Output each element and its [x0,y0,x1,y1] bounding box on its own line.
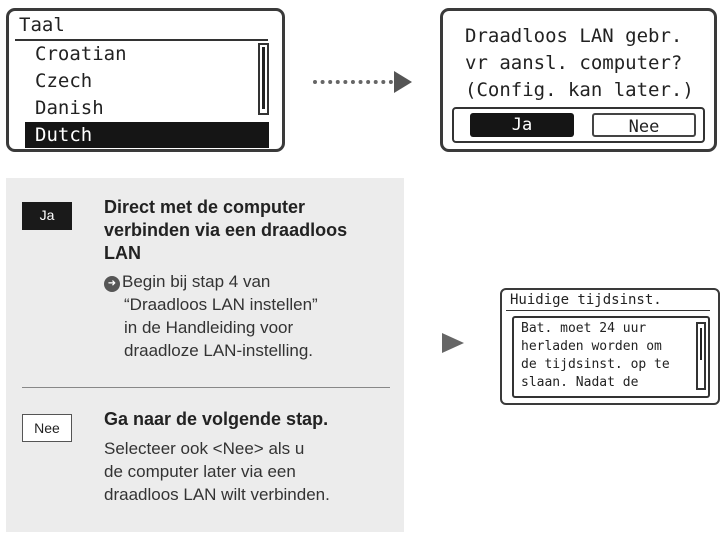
ja-reference-text-1: Begin bij stap 4 van [122,272,271,291]
message-line-2: herladen worden om [521,339,662,354]
time-title-divider [506,310,710,311]
time-setting-screen [500,288,720,405]
dotted-arrow-line [313,80,393,86]
message-line-4: slaan. Nadat de [521,375,639,390]
message-line-3: de tijdsinst. op te [521,357,670,372]
message-scrollbar-thumb[interactable] [700,328,702,360]
scrollbar[interactable] [258,43,269,115]
language-item-dutch-selected[interactable]: Dutch [25,122,269,148]
nee-body-line-2: de computer later via een [104,462,296,481]
nee-body-line-3: draadloos LAN wilt verbinden. [104,485,330,504]
prompt-line-2: vr aansl. computer? [465,52,683,74]
arrow-right-icon [394,71,412,93]
time-screen-title: Huidige tijdsinst. [510,292,662,308]
scrollbar-thumb[interactable] [262,47,265,109]
arrow-right-icon-2 [442,333,464,353]
no-button[interactable]: Nee [592,113,696,137]
message-line-1: Bat. moet 24 uur [521,321,647,336]
ja-reference-line-1 [104,270,270,293]
language-item-croatian[interactable]: Croatian [35,43,127,65]
ja-tag: Ja [22,202,72,230]
ja-heading-line-3: LAN [104,243,141,263]
ja-reference-line-3: in de Handleiding voor [124,318,294,337]
yes-button[interactable]: Ja [470,113,574,137]
message-scrollbar[interactable] [696,322,706,390]
ja-reference-line-4: draadloze LAN-instelling. [124,341,313,360]
wireless-lan-screen [440,8,717,152]
language-screen [6,8,285,152]
ja-reference-line-2: “Draadloos LAN instellen” [124,295,318,314]
ja-heading-line-1: Direct met de computer [104,197,306,217]
section-divider [22,387,390,388]
prompt-line-3: (Config. kan later.) [465,79,694,101]
screen-title: Taal [19,14,65,36]
language-item-danish[interactable]: Danish [35,97,104,119]
nee-body-line-1: Selecteer ook <Nee> als u [104,439,305,458]
reference-arrow-icon: ➜ [104,276,120,292]
nee-tag: Nee [22,414,72,442]
nee-heading: Ga naar de volgende stap. [104,409,329,429]
ja-heading-line-2: verbinden via een draadloos [104,220,348,240]
instruction-panel [6,178,404,532]
language-item-czech[interactable]: Czech [35,70,93,92]
message-box [512,316,710,398]
prompt-line-1: Draadloos LAN gebr. [465,25,683,47]
button-row [452,107,705,143]
